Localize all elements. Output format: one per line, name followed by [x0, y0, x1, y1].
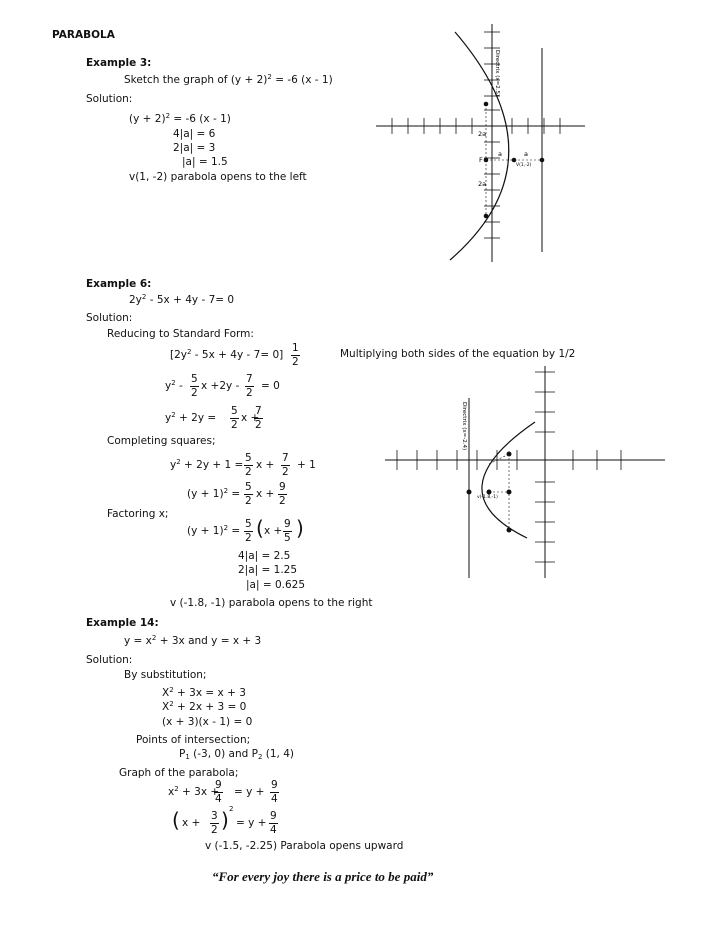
fraction-9-4: 9 4 — [270, 810, 277, 836]
example-6-vertex: v (-1.8, -1) parabola opens to the right — [170, 597, 373, 609]
directrix-label: Directrix (x=-2.4) — [461, 402, 467, 451]
page-title: PARABOLA — [52, 29, 115, 41]
points-of-intersection-label: Points of intersection; — [136, 734, 251, 746]
example-3-heading: Example 3: — [86, 57, 152, 69]
label-2a-top: 2a — [478, 130, 487, 138]
label-a-2: a — [524, 150, 528, 158]
example-14-step-2: $X^2 + 2x + 3 = 0$ — [162, 700, 247, 713]
label-vertex: v(-1.8,-1) — [477, 495, 498, 500]
example-6-step-3-x: x + — [241, 412, 260, 424]
intersection-points: $P_1$ (-3, 0) and $P_2$ (1, 4) — [179, 748, 294, 761]
example-14-graph-step-2-eq: = y + — [236, 817, 267, 829]
label-2a-bottom: 2a — [478, 180, 487, 188]
fraction-7-2: 7 2 — [246, 373, 253, 399]
label-a-1: a — [498, 150, 502, 158]
example-6-graph — [385, 362, 667, 582]
example-6-step-4-left: $y^2 + 2y + 1$ = — [170, 458, 244, 471]
open-paren: ( — [256, 516, 264, 540]
example-3-step-1: $(y + 2)^2 = -6$ (x - 1) — [129, 112, 231, 125]
example-6-equation: $2y^2 - 5x + 4y - 7= 0$ — [129, 293, 235, 306]
example-3-prompt: Sketch the graph of $(y + 2)^2 = -6$ (x - 1) — [124, 73, 333, 86]
example-6-step-9: |a| = 0.625 — [246, 579, 306, 591]
fraction-7-2: 7 2 — [282, 452, 289, 478]
fraction-5-2: 5 2 — [245, 452, 252, 478]
example-3-step-2: 4|a| = 6 — [173, 128, 216, 140]
example-6-step-2-end: = 0 — [261, 380, 280, 392]
fraction-9-5: 9 5 — [284, 518, 291, 544]
substitution-label: By substitution; — [124, 669, 207, 681]
fraction-9-4: 9 4 — [215, 779, 222, 805]
example-6-solution-label: Solution: — [86, 312, 133, 324]
example-6-step-4-x: x + — [256, 459, 275, 471]
completing-squares-label: Completing squares; — [107, 435, 216, 447]
label-focus: F — [479, 156, 483, 164]
example-6-step-2-left: $y^2$ - — [165, 379, 183, 392]
fraction-9-4: 9 4 — [271, 779, 278, 805]
multiplying-note: Multiplying both sides of the equation by 1/2 — [340, 348, 576, 360]
example-6-step-2-mid: x +2y - — [201, 380, 240, 392]
close-paren: ) — [221, 808, 229, 832]
example-3-step-3: 2|a| = 3 — [173, 142, 216, 154]
example-3-solution-label: Solution: — [86, 93, 133, 105]
example-6-step-3-left: $y^2 + 2y$ = — [165, 411, 217, 424]
example-14-graph-step-2-x: x + — [182, 817, 201, 829]
example-14-graph-step-1-left: $x^2 + 3x$ + — [168, 785, 220, 798]
example-14-step-3: (x + 3)(x - 1) = 0 — [162, 716, 253, 728]
exponent: 2 — [229, 805, 234, 813]
fraction-5-2: 5 2 — [245, 518, 252, 544]
example-3-graph — [370, 20, 590, 265]
example-6-reducing-label: Reducing to Standard Form: — [107, 328, 254, 340]
fraction-9-2: 9 2 — [279, 481, 286, 507]
example-14-step-1: $X^2 + 3x = x + 3$ — [162, 686, 246, 699]
example-6-step-5-x: x + — [256, 488, 275, 500]
example-14-graph-step-1-eq: = y + — [234, 786, 265, 798]
fraction-7-2: 7 2 — [255, 405, 262, 431]
example-14-vertex: v (-1.5, -2.25) Parabola opens upward — [205, 840, 404, 852]
factoring-x-label: Factoring x; — [107, 508, 169, 520]
fraction-5-2: 5 2 — [231, 405, 238, 431]
fraction-one-half: 1 2 — [292, 342, 299, 368]
example-14-solution-label: Solution: — [86, 654, 133, 666]
directrix-label: Directrix (x=2.5) — [494, 50, 500, 97]
example-6-step-8: 2|a| = 1.25 — [238, 564, 298, 576]
close-paren: ) — [296, 516, 304, 540]
open-paren: ( — [172, 808, 180, 832]
label-vertex: V(1,-2) — [516, 163, 532, 168]
example-6-step-4-end: + 1 — [297, 459, 316, 471]
example-6-step-1: $[2y^2 - 5x + 4y - 7= 0]$ — [170, 348, 284, 361]
graph-of-parabola-label: Graph of the parabola; — [119, 767, 239, 779]
fraction-5-2: 5 2 — [245, 481, 252, 507]
example-14-equation: $y = x^2 + 3x$ and y = x + 3 — [124, 634, 262, 647]
fraction-5-2: 5 2 — [191, 373, 198, 399]
example-3-vertex: v(1, -2) parabola opens to the left — [129, 171, 307, 183]
example-3-step-4: |a| = 1.5 — [182, 156, 228, 168]
example-6-step-5-left: $(y + 1)^2$ = — [187, 487, 241, 500]
example-6-step-6-left: $(y + 1)^2$ = — [187, 524, 241, 537]
example-14-heading: Example 14: — [86, 617, 159, 629]
closing-quote: “For every joy there is a price to be paid” — [212, 869, 434, 884]
fraction-3-2: 3 2 — [211, 810, 218, 836]
example-6-step-7: 4|a| = 2.5 — [238, 550, 291, 562]
example-6-heading: Example 6: — [86, 278, 152, 290]
example-6-step-6-x: x + — [264, 525, 283, 537]
